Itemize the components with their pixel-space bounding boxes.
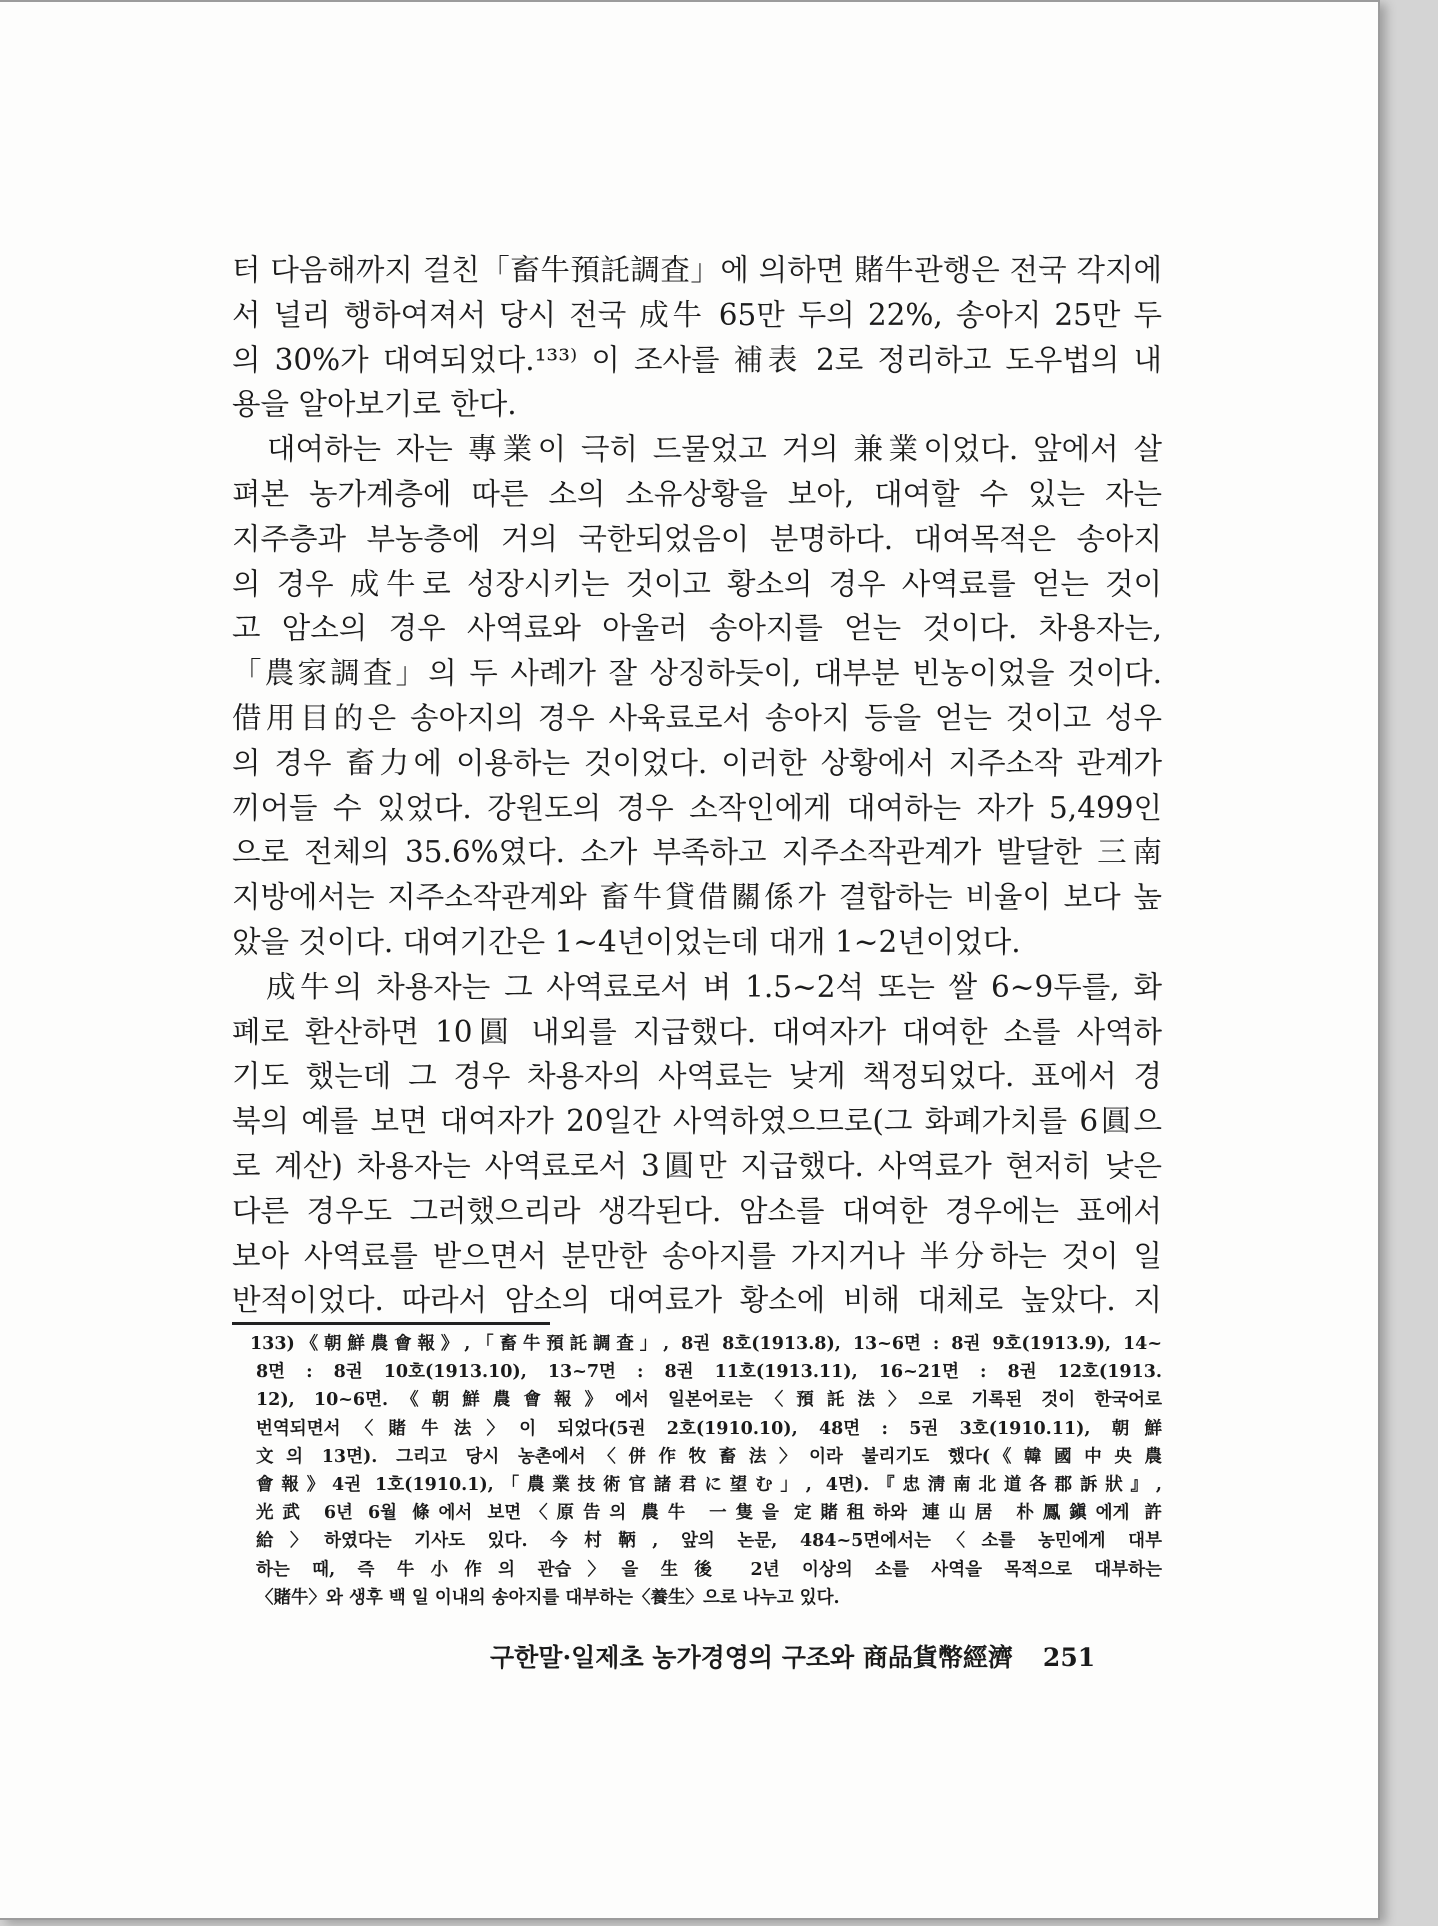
footnote-line: 12), 10~6면.《朝鮮農會報》에서 일본어로는〈預託法〉으로 기록된 것이 한국어로 xyxy=(256,1390,1162,1411)
body-line: 았을 것이다. 대여기간은 1~4년이었는데 대개 1~2년이었다. xyxy=(232,924,1021,959)
body-line: 지주층과 부농층에 거의 국한되었음이 분명하다. 대여목적은 송아지 xyxy=(232,521,1162,556)
body-line: 반적이었다. 따라서 암소의 대여료가 황소에 비해 대체로 높았다. 지 xyxy=(232,1283,1162,1318)
body-line: 의 경우 成牛로 성장시키는 것이고 황소의 경우 사역료를 얻는 것이 xyxy=(232,566,1162,601)
body-line: 의 경우 畜力에 이용하는 것이었다. 이러한 상황에서 지주소작 관계가 xyxy=(232,745,1162,780)
body-line: 의 30%가 대여되었다.¹³³⁾ 이 조사를 補表 2로 정리하고 도우법의 내 xyxy=(232,342,1162,377)
body-line: 고 암소의 경우 사역료와 아울러 송아지를 얻는 것이다. 차용자는, xyxy=(232,611,1162,646)
footnote-line: 133)《朝鮮農會報》,「畜牛預託調査」, 8권 8호(1913.8), 13~6면 : 8권 9호(1913.9), 14~ xyxy=(250,1334,1162,1354)
footnote-line: 會報》4권 1호(1910.1),「農業技術官諸君に望む」, 4면).『忠淸南北道各郡訴狀』, xyxy=(256,1474,1162,1495)
body-line: 로 계산) 차용자는 사역료로서 3圓만 지급했다. 사역료가 현저히 낮은 xyxy=(232,1148,1162,1183)
running-footer xyxy=(490,1638,1170,1674)
footnote-line: 8면 : 8권 10호(1913.10), 13~7면 : 8권 11호(1913.11), 16~21면 : 8권 12호(1913. xyxy=(256,1362,1162,1383)
body-line: 대여하는 자는 專業이 극히 드물었고 거의 兼業이었다. 앞에서 살 xyxy=(232,432,1162,467)
body-line: 북의 예를 보면 대여자가 20일간 사역하였으므로(그 화폐가치를 6圓으 xyxy=(232,1104,1162,1139)
body-line: 「農家調査」의 두 사례가 잘 상징하듯이, 대부분 빈농이었을 것이다. xyxy=(232,656,1162,691)
footnote-line: 光武 6년 6월 條에서 보면〈原告의 農牛 一隻을 定賭租하와 連山居 朴鳳鎭에게 許 xyxy=(256,1503,1162,1524)
body-text xyxy=(232,248,1162,1323)
footnote-133 xyxy=(232,1330,1162,1612)
body-line: 다른 경우도 그러했으리라 생각된다. 암소를 대여한 경우에는 표에서 xyxy=(232,1193,1162,1228)
body-line: 터 다음해까지 걸친「畜牛預託調査」에 의하면 賭牛관행은 전국 각지에 xyxy=(232,253,1162,287)
body-line: 보아 사역료를 받으면서 분만한 송아지를 가지거나 半分하는 것이 일 xyxy=(232,1238,1162,1273)
body-line: 借用目的은 송아지의 경우 사육료로서 송아지 등을 얻는 것이고 성우 xyxy=(232,700,1162,735)
body-line: 으로 전체의 35.6%였다. 소가 부족하고 지주소작관계가 발달한 三南 xyxy=(232,835,1162,870)
body-line: 폐로 환산하면 10圓 내외를 지급했다. 대여자가 대여한 소를 사역하 xyxy=(232,1014,1162,1049)
page-number: 251 xyxy=(1042,1643,1096,1672)
running-title: 구한말·일제초 농가경영의 구조와 商品貨幣經濟 xyxy=(490,1643,1013,1672)
body-line: 서 널리 행하여져서 당시 전국 成牛 65만 두의 22%, 송아지 25만 두 xyxy=(232,297,1162,332)
footnote-line: 하는 때, 즉 牛小作의 관습〉을 生後 2년 이상의 소를 사역을 목적으로 대부하는 xyxy=(256,1559,1162,1580)
footnote-line: 文의 13면). 그리고 당시 농촌에서〈併作牧畜法〉이라 불리기도 했다(《韓國中央農 xyxy=(256,1446,1162,1467)
footnote-line: 번역되면서〈賭牛法〉이 되었다(5권 2호(1910.10), 48면 : 5권 3호(1910.11), 朝鮮 xyxy=(256,1418,1162,1439)
footnote-line: 〈賭牛〉와 생후 백 일 이내의 송아지를 대부하는〈養生〉으로 나누고 있다. xyxy=(256,1587,840,1608)
footnote-line: 給〉하였다는 기사도 있다. 今村鞆, 앞의 논문, 484~5면에서는〈소를 농민에게 대부 xyxy=(256,1531,1162,1552)
body-line: 지방에서는 지주소작관계와 畜牛貸借關係가 결합하는 비율이 보다 높 xyxy=(232,880,1162,915)
footnote-divider xyxy=(232,1322,550,1325)
body-line: 끼어들 수 있었다. 강원도의 경우 소작인에게 대여하는 자가 5,499인 xyxy=(232,790,1162,825)
body-line: 成牛의 차용자는 그 사역료로서 벼 1.5~2석 또는 쌀 6~9두를, 화 xyxy=(232,969,1162,1004)
body-line: 용을 알아보기로 한다. xyxy=(232,387,517,422)
body-line: 기도 했는데 그 경우 차용자의 사역료는 낮게 책정되었다. 표에서 경 xyxy=(232,1059,1162,1094)
body-line: 펴본 농가계층에 따른 소의 소유상황을 보아, 대여할 수 있는 자는 xyxy=(232,476,1162,511)
